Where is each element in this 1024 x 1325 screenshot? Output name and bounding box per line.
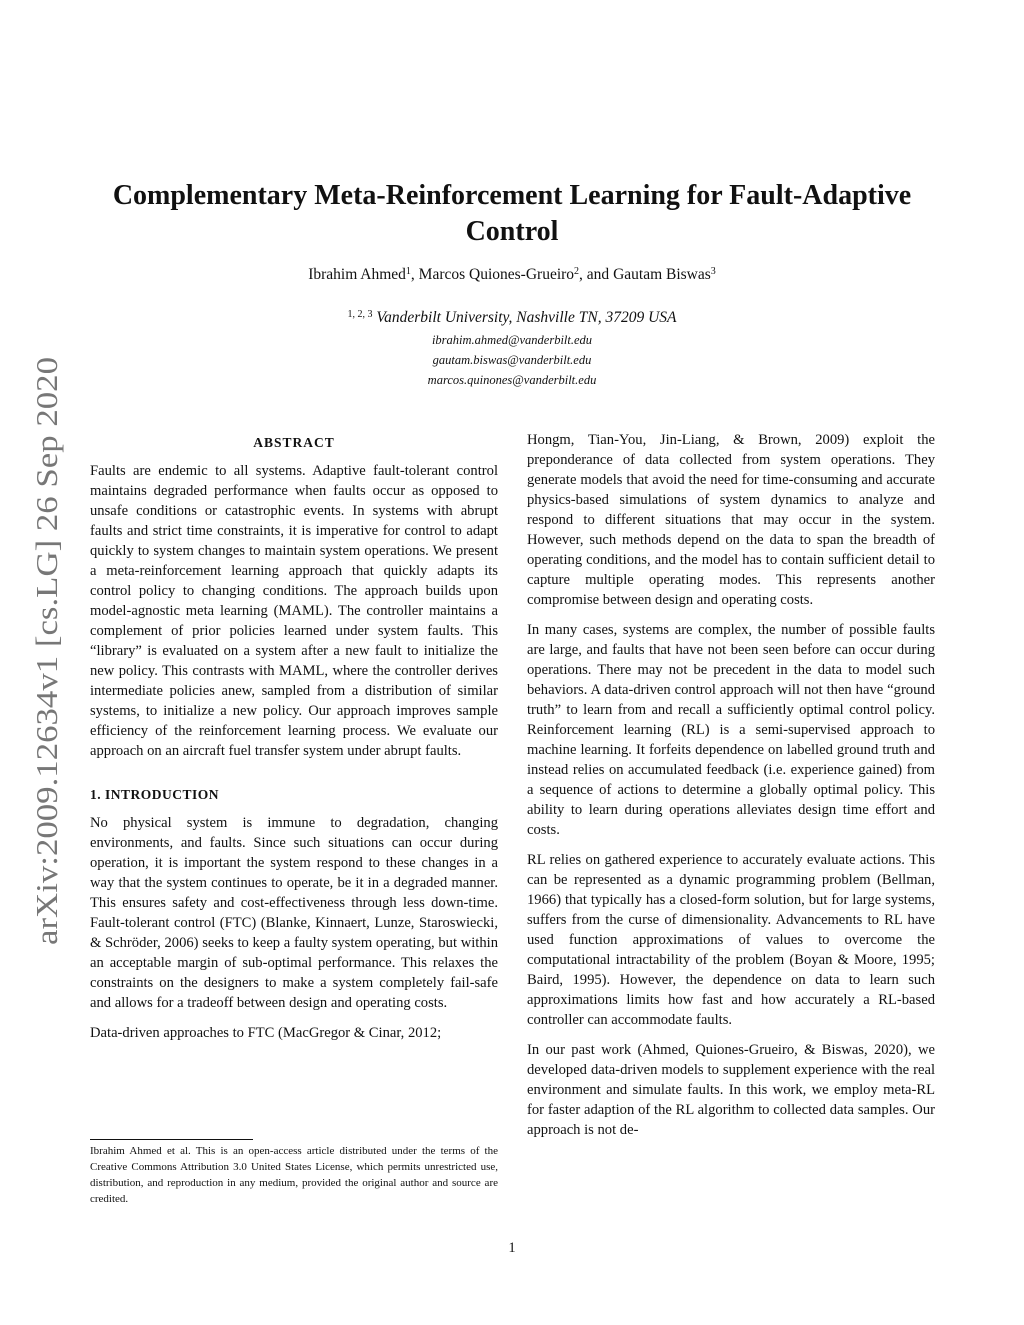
body-paragraph: RL relies on gathered experience to accurately evaluate actions. This can be represented as a dynamic programming problem (Bellman, 1966) that typically has a closed-form solution, but for large systems, suffers from the curse of dimensionality. Advancements to RL have used function approximations of values to overcome the computational intractability of the problem (Boyan & Moore, 1995; Baird, 1995). However, the dependence on data to learn such approximations limits how fast and how accurately a RL-based controller can accommodate faults. — [527, 852, 935, 1028]
body-paragraph: Hongm, Tian-You, Jin-Liang, & Brown, 2009) exploit the preponderance of data collected from system operations. They generate models that avoid the need for time-consuming and accurate physics-based simulations of system dynamics to analyze and respond to different situations that may occur in the system. However, such methods depend on the data to span the breadth of operating conditions, and the model has to contain sufficient detail to capture multiple operating modes. This represents another compromise between design and operating costs. — [527, 432, 935, 608]
author-mark: 1 — [405, 266, 411, 277]
email-address: marcos.quinones@vanderbilt.edu — [427, 373, 597, 387]
right-column — [527, 430, 935, 1140]
author-separator: , — [410, 266, 419, 283]
author-mark: 3 — [710, 266, 716, 277]
arxiv-stamp-text: arXiv:2009.12634v1 [cs.LG] 26 Sep 2020 — [29, 421, 64, 945]
paper-title: Complementary Meta-Reinforcement Learning for Fault-Adaptive Control — [112, 180, 912, 247]
affiliation-marks: 1, 2, 3 — [347, 309, 373, 320]
arxiv-stamp-graphic — [22, 355, 70, 945]
introduction-heading: 1. INTRODUCTION — [90, 787, 220, 802]
email-address: ibrahim.ahmed@vanderbilt.edu — [431, 333, 593, 347]
footnote-rule — [90, 1139, 253, 1140]
affiliation-text: Vanderbilt University, Nashville TN, 37209 USA — [376, 309, 677, 326]
intro-paragraph: No physical system is immune to degradation, changing environments, and faults. Since such situations can occur during operation, it is important the system respond to these changes in a way that the system continues to operate, be it in a degraded manner. This ensures safety and cost-effectiveness through less down-time. Fault-tolerant control (FTC) (Blanke, Kinnaert, Lunze, Staroswiecki, & Schröder, 2006) seeks to keep a faulty system operating, but within an acceptable margin of sub-optimal performance. This relaxes the constraints on the designers to make a system completely fail-safe and allows for a tradeoff between design and operating costs. — [90, 815, 498, 1011]
body-paragraph: In our past work (Ahmed, Quiones-Grueiro, & Biswas, 2020), we developed data-driven models to supplement experience with the real environment and simulate faults. In this work, we employ meta-RL for faster adaption of the RL algorithm to collected data samples. Our approach is not de- — [527, 1042, 935, 1138]
license-footnote: Ibrahim Ahmed et al. This is an open-access article distributed under the terms of the Creative Commons Attribution 3.0 United States License, which permits unrestricted use, distribution, and reproduction in any medium, provided the original author and source are credited. — [90, 1145, 498, 1205]
abstract-text: Faults are endemic to all systems. Adaptive fault-tolerant control maintains degraded performance when faults occur as opposed to unsafe conditions or catastrophic events. In systems with abrupt faults and strict time constraints, it is imperative for control to adapt quickly to system changes to maintain system operations. We present a meta-reinforcement learning approach that quickly adapts its control policy to changing conditions. The approach builds upon model-agnostic meta learning (MAML). The controller maintains a complement of prior policies learned under system faults. This “library” is evaluated on a system after a new fault to initialize the new policy. This contrasts with MAML, where the controller derives intermediate policies anew, sampled from a distribution of similar systems, to initialize a new policy. Our approach improves sample efficiency of the reinforcement learning process. We evaluate our approach on an aircraft fuel transfer system under abrupt faults. — [90, 463, 498, 759]
author-list — [90, 265, 934, 285]
left-column — [90, 430, 498, 1043]
abstract-heading: ABSTRACT — [253, 435, 335, 450]
intro-paragraph: Data-driven approaches to FTC (MacGregor & Cinar, 2012; — [90, 1025, 442, 1041]
page-number: 1 — [508, 1240, 516, 1256]
arxiv-stamp — [22, 355, 70, 945]
author-mark: 2 — [574, 266, 580, 277]
author-name: Marcos Quiones-Grueiro — [418, 266, 575, 283]
author-name: Gautam Biswas — [613, 266, 711, 283]
email-address: gautam.biswas@vanderbilt.edu — [432, 353, 592, 367]
body-paragraph: In many cases, systems are complex, the number of possible faults are large, and faults that have not been seen before can occur during operations. There may not be precedent in the data to model such behaviors. A data-driven control approach will not then have “ground truth” to learn from and recall a sufficiently optimal control policy. Reinforcement learning (RL) is a semi-supervised approach to machine learning. It forfeits dependence on labelled ground truth and instead relies on accumulated feedback (i.e. experience gained) from a sequence of actions to determine a globally optimal policy. This ability to learn during operations alleviates design time effort and costs. — [527, 622, 935, 838]
author-separator: , and — [579, 266, 614, 283]
author-name: Ibrahim Ahmed — [308, 266, 406, 283]
affiliation — [90, 307, 934, 329]
email-list — [90, 330, 934, 390]
